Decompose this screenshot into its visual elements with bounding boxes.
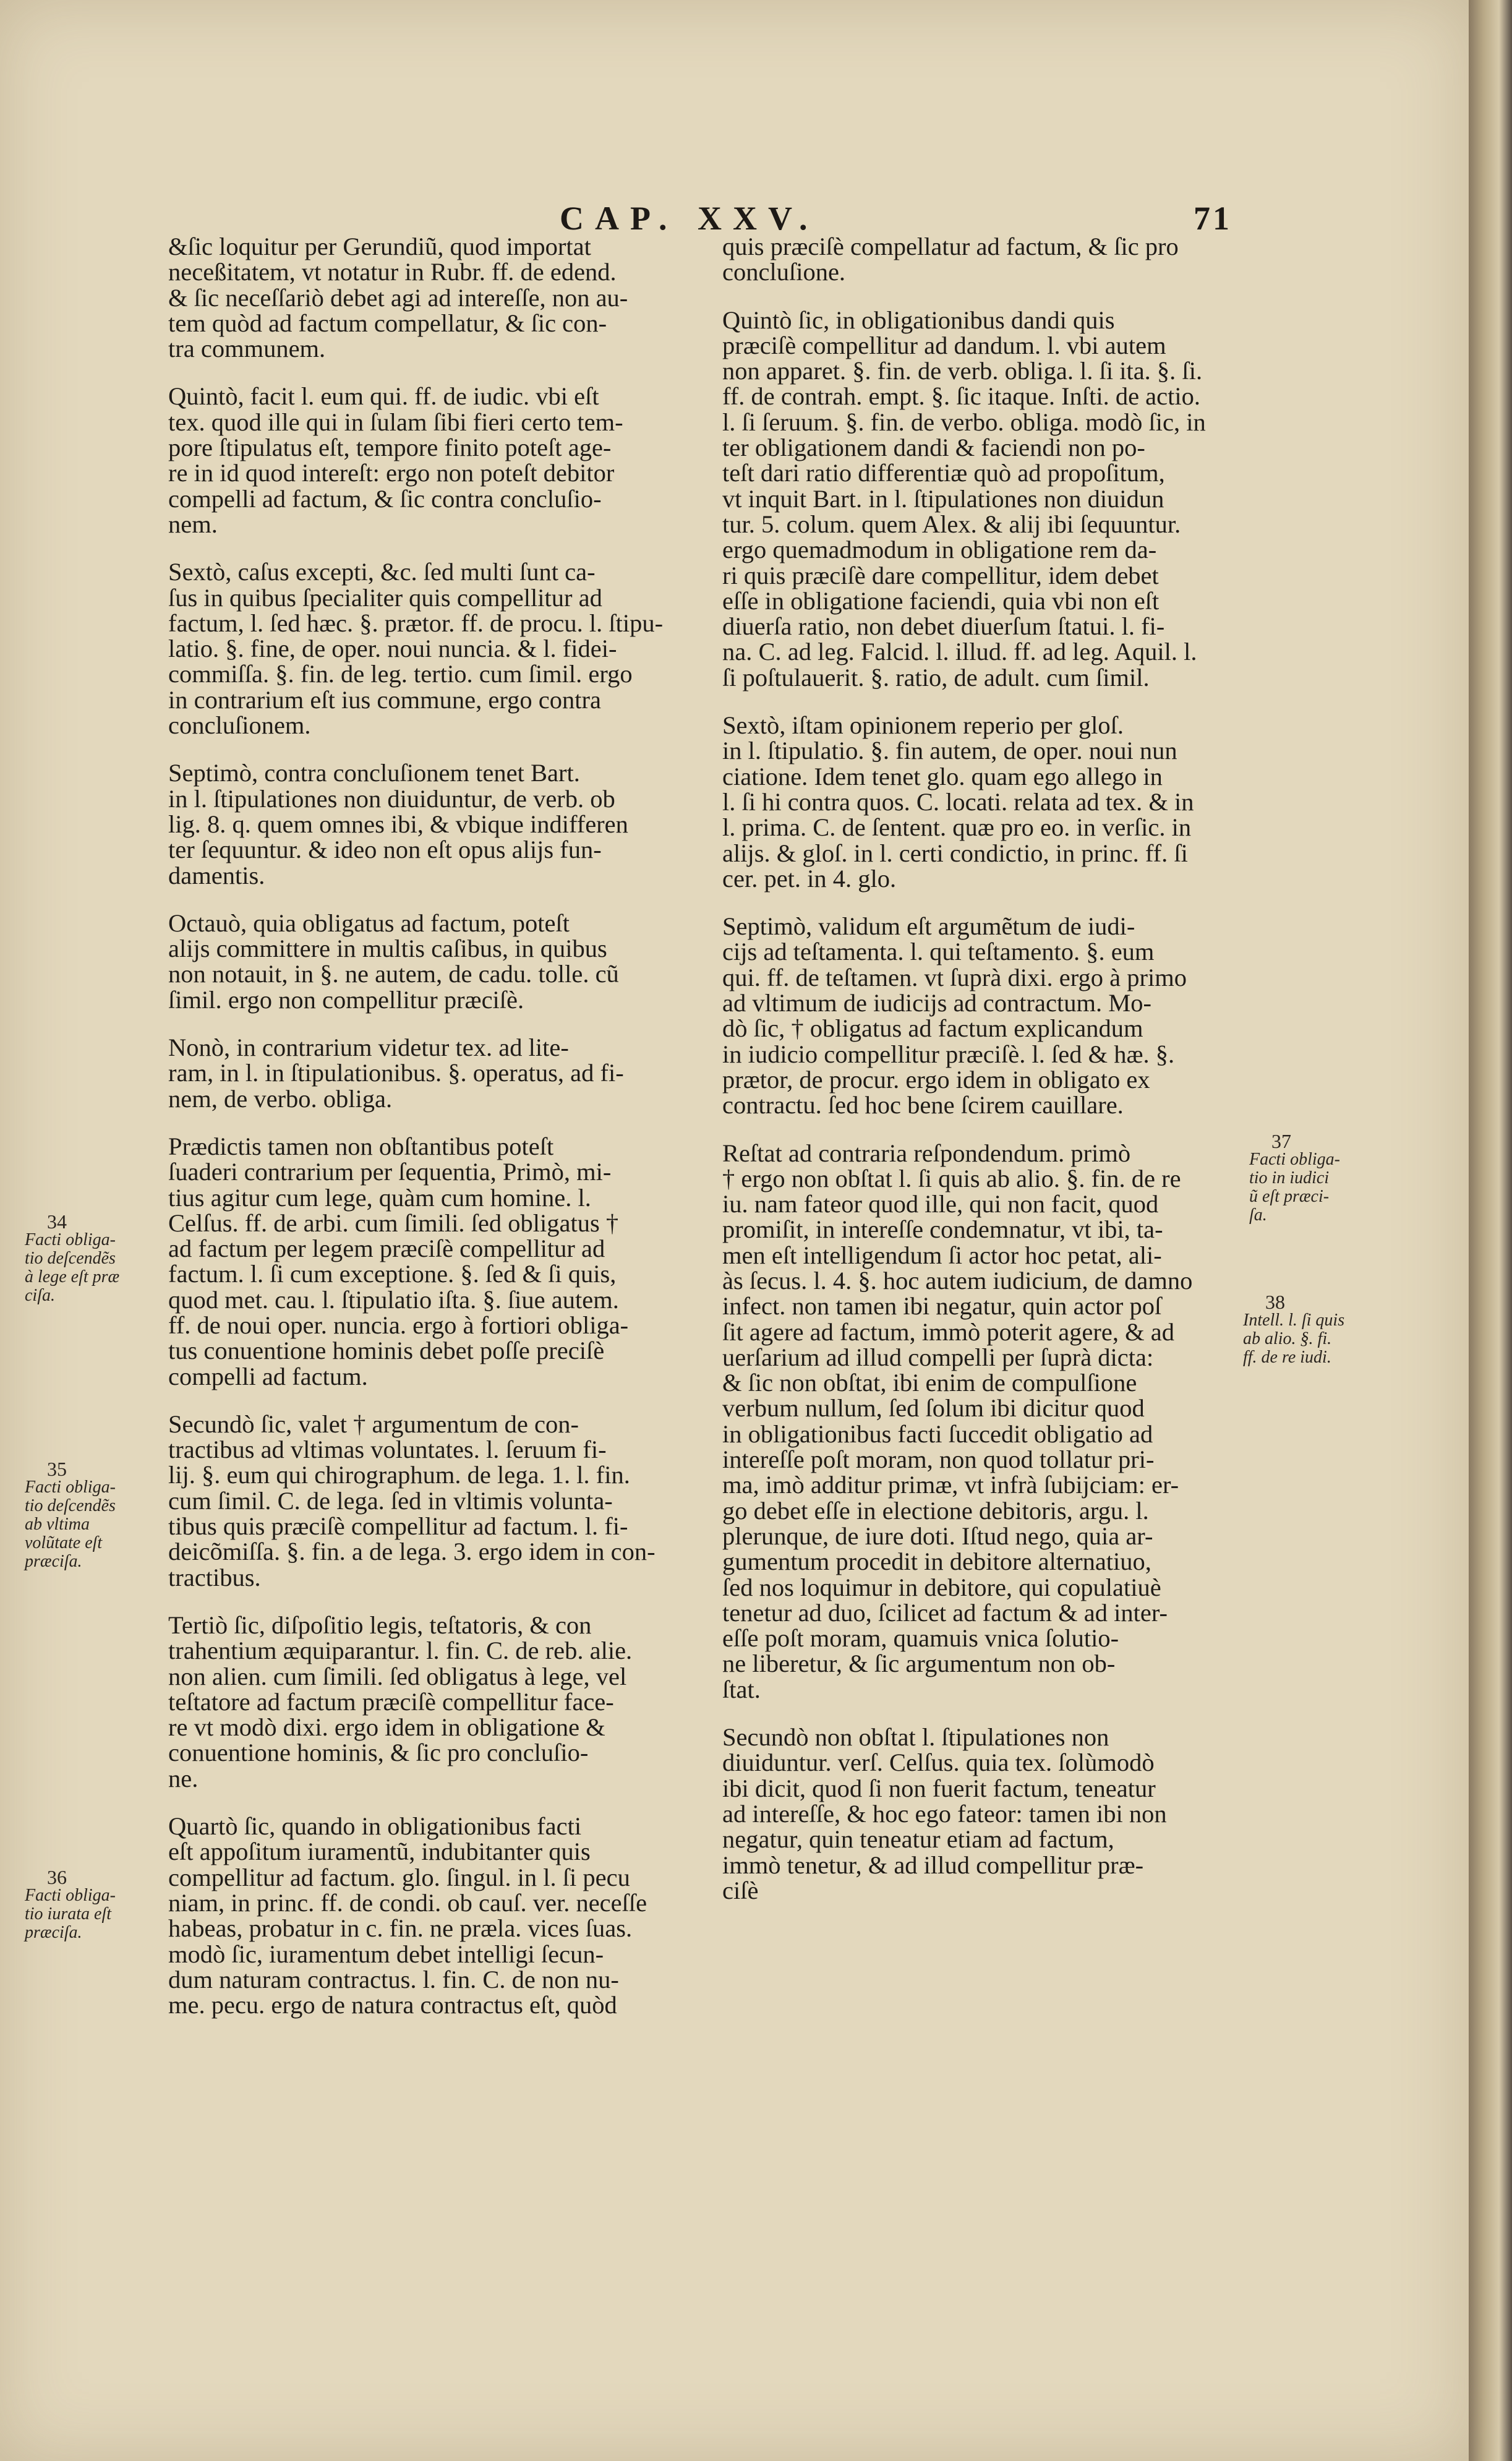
text-line: re in id quod intereſt: ergo non poteſt debitor xyxy=(168,459,615,487)
text-line: ad vltimum de iudicijs ad contractum. Mo- xyxy=(722,989,1151,1017)
text-line: ri quis præciſè dare compellitur, idem debet xyxy=(722,561,1159,589)
text-line: cijs ad teſtamenta. l. qui teſtamento. §. eum xyxy=(722,938,1155,966)
text-line: concluſionem. xyxy=(168,711,311,740)
side-note-line: Facti obliga- xyxy=(25,1886,116,1905)
text-line: Secundò non obſtat l. ſtipulationes non xyxy=(722,1723,1109,1752)
text-line: præciſè compellitur ad dandum. l. vbi autem xyxy=(722,331,1166,359)
text-line: in obligationibus facti ſuccedit obligatio ad xyxy=(722,1419,1153,1448)
text-line: negatur, quin teneatur etiam ad factum, xyxy=(722,1825,1114,1854)
text-line: niam, in princ. ff. de condi. ob cauſ. ver. neceſſe xyxy=(168,1888,647,1917)
side-note-line: ciſa. xyxy=(25,1286,55,1305)
text-line: iu. nam fateor quod ille, qui non facit, quod xyxy=(722,1190,1159,1218)
text-line: conuentione hominis, & ſic pro concluſio- xyxy=(168,1739,589,1767)
text-line: Sextò, iſtam opinionem reperio per gloſ. xyxy=(722,711,1124,740)
text-line: neceßitatem, vt notatur in Rubr. ff. de edend. xyxy=(168,258,617,286)
text-line: teſt dari ratio differentiæ quò ad propoſitum, xyxy=(722,459,1165,487)
text-line: Septimò, contra concluſionem tenet Bart. xyxy=(168,759,580,787)
text-line: lij. §. eum qui chirographum. de lega. 1. l. fin. xyxy=(168,1461,630,1489)
text-line: quod met. cau. l. ſtipulatio iſta. §. ſiue autem. xyxy=(168,1285,619,1314)
text-line: nem. xyxy=(168,510,218,538)
side-note-line: ũ eſt præci- xyxy=(1249,1187,1330,1206)
text-line: Reſtat ad contraria reſpondendum. primò xyxy=(722,1139,1131,1167)
text-line: diuerſa ratio, non debet diuerſum ſtatui. l. fi- xyxy=(722,612,1165,641)
text-line: ſuaderi contrarium per ſequentia, Primò, mi- xyxy=(168,1158,612,1186)
side-note-number: 38 xyxy=(1265,1291,1285,1313)
text-line: Sextò, caſus excepti, &c. ſed multi ſunt ca- xyxy=(168,558,596,586)
text-line: ciatione. Idem tenet glo. quam ego allego in xyxy=(722,762,1163,790)
paragraph-gap xyxy=(168,1389,678,1411)
running-head: CAP. XXV. xyxy=(560,200,819,237)
paragraph-gap xyxy=(168,361,678,383)
text-line: Quintò, facit l. eum qui. ff. de iudic. vbi eſt xyxy=(168,382,599,411)
side-note-line: Intell. l. ſi quis xyxy=(1243,1311,1345,1330)
text-line: uerſarium ad illud compelli per ſuprà dicta: xyxy=(722,1343,1154,1371)
text-line: immò tenetur, & ad illud compellitur præ- xyxy=(722,1851,1144,1879)
text-line: Secundò ſic, valet † argumentum de con- xyxy=(168,1410,579,1438)
side-note-line: volũtate eſt xyxy=(25,1533,103,1552)
text-line: non alien. cum ſimili. ſed obligatus à lege, vel xyxy=(168,1662,627,1690)
text-line: plerunque, de iure doti. Iſtud nego, quia ar- xyxy=(722,1522,1153,1550)
text-line: Quartò ſic, quando in obligationibus facti xyxy=(168,1812,582,1841)
text-line: tractibus. xyxy=(168,1563,261,1591)
text-line: factum, l. ſed hæc. §. prætor. ff. de procu. l. ſtipu- xyxy=(168,609,664,637)
text-line: ſimil. ergo non compellitur præciſè. xyxy=(168,985,524,1014)
paragraph-gap xyxy=(722,690,1236,713)
text-line: vt inquit Bart. in l. ſtipulationes non diuidun xyxy=(722,484,1164,513)
text-line: quis præciſè compellatur ad factum, & ſic pro xyxy=(722,233,1179,260)
text-line: ne. xyxy=(168,1764,199,1792)
text-line: eſſe in obligatione faciendi, quia vbi non eſt xyxy=(722,586,1160,615)
text-line: in iudicio compellitur præciſè. l. ſed & hæ. §. xyxy=(722,1040,1175,1068)
text-line: às ſecus. l. 4. §. hoc autem iudicium, de damno xyxy=(722,1266,1193,1295)
text-line: infect. non tamen ibi negatur, quin actor poſ xyxy=(722,1292,1162,1320)
text-line: & ſic non obſtat, ibi enim de compulſione xyxy=(722,1369,1137,1397)
text-line: l. ſi ſeruum. §. fin. de verbo. obliga. modò ſic, in xyxy=(722,408,1206,436)
text-line: compelli ad factum, & ſic contra concluſio- xyxy=(168,484,602,513)
text-line: tus conuentione hominis debet poſſe preciſè xyxy=(168,1337,605,1365)
text-line: lig. 8. q. quem omnes ibi, & vbique indifferen xyxy=(168,810,628,838)
text-line: l. ſi hi contra quos. C. locati. relata ad tex. & in xyxy=(722,787,1194,816)
side-note-38 xyxy=(1243,1293,1344,1367)
side-note-line: præciſa. xyxy=(25,1552,82,1571)
text-line: ma, imò additur primæ, vt infrà ſubijciam: er- xyxy=(722,1471,1179,1499)
text-line: ff. de noui oper. nuncia. ergo à fortiori obliga- xyxy=(168,1311,629,1339)
text-line: qui. ff. de teſtamen. vt ſuprà dixi. ergo à primo xyxy=(722,963,1187,991)
left-text-column xyxy=(168,234,678,2018)
text-line: compelli ad factum. xyxy=(168,1362,368,1390)
text-line: prætor, de procur. ergo idem in obligato ex xyxy=(722,1065,1150,1094)
text-line: verbum nullum, ſed ſolum ibi dicitur quod xyxy=(722,1394,1145,1423)
text-line: in l. ſtipulationes non diuiduntur, de verb. ob xyxy=(168,784,615,813)
side-note-line: Facti obliga- xyxy=(25,1478,116,1497)
side-note-line: ab vltima xyxy=(25,1515,90,1534)
text-line: ſed nos loquimur in debitore, qui copulatiuè xyxy=(722,1573,1161,1601)
paragraph-gap xyxy=(168,888,678,910)
text-line: tex. quod ille qui in ſulam ſibi fieri certo tem- xyxy=(168,408,623,436)
text-line: non apparet. §. fin. de verb. obliga. l. ſi ita. §. ſi. xyxy=(722,357,1203,385)
text-line: deicõmiſſa. §. fin. a de lega. 3. ergo idem in con- xyxy=(168,1538,656,1566)
text-line: non notauit, in §. ne autem, de cadu. tolle. cũ xyxy=(168,960,619,988)
text-line: in contrarium eſt ius commune, ergo contra xyxy=(168,685,601,714)
text-line: teſtatore ad factum præciſè compellitur face- xyxy=(168,1687,614,1716)
text-line: modò ſic, iuramentum debet intelligi ſecun- xyxy=(168,1940,604,1968)
text-line: intereſſe poſt moram, non quod tollatur pri- xyxy=(722,1445,1155,1474)
text-line: damentis. xyxy=(168,861,265,889)
side-note-line: præciſa. xyxy=(25,1923,82,1942)
text-line: ad factum per legem præciſè compellitur ad xyxy=(168,1235,605,1263)
text-line: in l. ſtipulatio. §. fin autem, de oper. noui nun xyxy=(722,737,1177,765)
text-line: factum. l. ſi cum exceptione. §. ſed & ſi quis, xyxy=(168,1260,617,1288)
paragraph-gap xyxy=(168,1012,678,1035)
text-line: pore ſtipulatus eſt, tempore finito poteſt age- xyxy=(168,434,612,462)
text-line: Celſus. ff. de arbi. cum ſimili. ſed obligatus † xyxy=(168,1209,619,1237)
text-line: Tertiò ſic, diſpoſitio legis, teſtatoris, & con xyxy=(168,1611,592,1639)
text-line: tem quòd ad factum compellatur, & ſic con- xyxy=(168,309,607,337)
side-note-line: tio deſcendẽs xyxy=(25,1496,116,1515)
side-note-line: Facti obliga- xyxy=(25,1230,116,1249)
side-note-number: 35 xyxy=(47,1458,67,1480)
paragraph-gap xyxy=(722,285,1236,307)
text-line: dò ſic, † obligatus ad factum explicandum xyxy=(722,1014,1143,1043)
text-line: Octauò, quia obligatus ad factum, poteſt xyxy=(168,909,570,937)
side-note-number: 36 xyxy=(47,1866,67,1888)
side-note-line: à lege eſt præ xyxy=(25,1267,120,1286)
text-line: Nonò, in contrarium videtur tex. ad lite- xyxy=(168,1034,569,1062)
text-line: me. pecu. ergo de natura contractus eſt, quòd xyxy=(168,1991,617,2019)
side-note-35 xyxy=(25,1460,116,1571)
text-line: &ſic loquitur per Gerundiũ, quod importat xyxy=(168,233,591,260)
text-line: dum naturam contractus. l. fin. C. de non nu- xyxy=(168,1965,619,1993)
text-line: eſſe poſt moram, quamuis vnica ſolutio- xyxy=(722,1624,1119,1653)
text-line: diuiduntur. verſ. Celſus. quia tex. ſolùmodò xyxy=(722,1748,1155,1777)
page-number: 71 xyxy=(1194,200,1232,237)
side-note-number: 37 xyxy=(1271,1130,1291,1152)
text-line: & ſic neceſſariò debet agi ad intereſſe, non au- xyxy=(168,283,628,312)
text-line: tibus quis præciſè compellitur ad factum. l. fi- xyxy=(168,1512,628,1541)
text-line: concluſione. xyxy=(722,258,846,286)
text-line: cer. pet. in 4. glo. xyxy=(722,864,897,892)
side-note-line: tio deſcendẽs xyxy=(25,1249,116,1268)
side-note-line: ab alio. §. fi. xyxy=(1243,1329,1332,1348)
text-line: alijs. & gloſ. in l. certi condictio, in princ. ff. ſi xyxy=(722,839,1188,867)
paragraph-gap xyxy=(168,1791,678,1813)
text-line: ne liberetur, & ſic argumentum non ob- xyxy=(722,1650,1116,1678)
text-line: ter ſequuntur. & ideo non eſt opus alijs fun- xyxy=(168,836,602,864)
text-line: nem, de verbo. obliga. xyxy=(168,1084,393,1113)
paragraph-gap xyxy=(168,537,678,559)
text-line: ff. de contrah. empt. §. ſic itaque. Inſti. de actio. xyxy=(722,382,1201,411)
side-note-line: tio iurata eſt xyxy=(25,1904,111,1924)
paragraph-gap xyxy=(168,738,678,760)
text-line: ciſè xyxy=(722,1876,759,1904)
side-note-37 xyxy=(1249,1132,1340,1225)
text-line: cum ſimil. C. de lega. ſed in vltimis volunta- xyxy=(168,1486,613,1515)
text-line: ibi dicit, quod ſi non fuerit factum, teneatur xyxy=(722,1774,1156,1802)
text-line: tius agitur cum lege, quàm cum homine. l. xyxy=(168,1183,591,1212)
text-line: habeas, probatur in c. fin. ne præla. vices ſuas. xyxy=(168,1914,633,1943)
side-note-line: Facti obliga- xyxy=(1249,1150,1340,1169)
text-line: men eſt intelligendum ſi actor hoc petat, ali- xyxy=(722,1241,1162,1269)
text-line: ad intereſſe, & hoc ego fateor: tamen ibi non xyxy=(722,1799,1167,1828)
paragraph-gap xyxy=(722,1702,1236,1724)
paragraph-gap xyxy=(722,1118,1236,1141)
paragraph-gap xyxy=(168,1111,678,1134)
text-line: compellitur ad factum. glo. ſingul. in l. ſi pecu xyxy=(168,1863,630,1891)
side-note-number: 34 xyxy=(47,1210,67,1233)
text-line: contractu. ſed hoc bene ſcirem cauillare. xyxy=(722,1091,1124,1119)
text-line: ram, in l. in ſtipulationibus. §. operatus, ad fi- xyxy=(168,1059,624,1087)
text-line: gumentum procedit in debitore alternatiuo, xyxy=(722,1547,1151,1576)
text-line: promiſit, in intereſſe condemnatur, vt ibi, ta- xyxy=(722,1215,1163,1244)
text-line: na. C. ad leg. Falcid. l. illud. ff. ad leg. Aquil. l. xyxy=(722,638,1197,666)
text-line: tra communem. xyxy=(168,335,326,363)
text-line: † ergo non obſtat l. ſi quis ab alio. §. fin. de re xyxy=(722,1164,1181,1192)
text-line: latio. §. fine, de oper. noui nuncia. & l. fidei- xyxy=(168,635,617,663)
text-line: ergo quemadmodum in obligatione rem da- xyxy=(722,536,1157,564)
text-line: ſi poſtulauerit. §. ratio, de adult. cum ſimil. xyxy=(722,663,1150,691)
paragraph-gap xyxy=(168,1590,678,1612)
text-line: ter obligationem dandi & faciendi non po- xyxy=(722,434,1145,462)
text-line: tractibus ad vltimas voluntates. l. ſeruum fi- xyxy=(168,1436,607,1464)
text-line: ſtat. xyxy=(722,1675,761,1703)
text-line: go debet eſſe in electione debitoris, argu. l. xyxy=(722,1496,1149,1525)
text-line: ſus in quibus ſpecialiter quis compellitur ad xyxy=(168,583,602,612)
text-line: re vt modò dixi. ergo idem in obligatione & xyxy=(168,1713,605,1742)
text-line: trahentium æquiparantur. l. fin. C. de reb. alie. xyxy=(168,1637,633,1665)
side-note-34 xyxy=(25,1212,119,1305)
text-line: tur. 5. colum. quem Alex. & alij ibi ſequuntur. xyxy=(722,510,1181,538)
side-note-line: tio in iudici xyxy=(1249,1168,1330,1188)
text-line: Septimò, validum eſt argumẽtum de iudi- xyxy=(722,912,1135,941)
text-line: ſit agere ad factum, immò poterit agere, & ad xyxy=(722,1317,1174,1346)
side-note-line: ff. de re iudi. xyxy=(1243,1348,1331,1367)
text-line: eſt appoſitum iuramentũ, indubitanter quis xyxy=(168,1838,591,1866)
text-line: tenetur ad duo, ſcilicet ad factum & ad inter- xyxy=(722,1598,1168,1627)
paragraph-gap xyxy=(722,891,1236,914)
text-line: Prædictis tamen non obſtantibus poteſt xyxy=(168,1132,554,1160)
right-text-column xyxy=(722,234,1236,1903)
text-line: alijs committere in multis caſibus, in quibus xyxy=(168,935,607,963)
text-line: commiſſa. §. fin. de leg. tertio. cum ſimil. ergo xyxy=(168,660,633,688)
text-line: l. prima. C. de ſentent. quæ pro eo. in verſic. in xyxy=(722,813,1192,842)
side-note-line: ſa. xyxy=(1249,1205,1267,1225)
book-gutter xyxy=(1469,0,1512,2461)
text-line: Quintò ſic, in obligationibus dandi quis xyxy=(722,306,1115,334)
side-note-36 xyxy=(25,1868,116,1942)
